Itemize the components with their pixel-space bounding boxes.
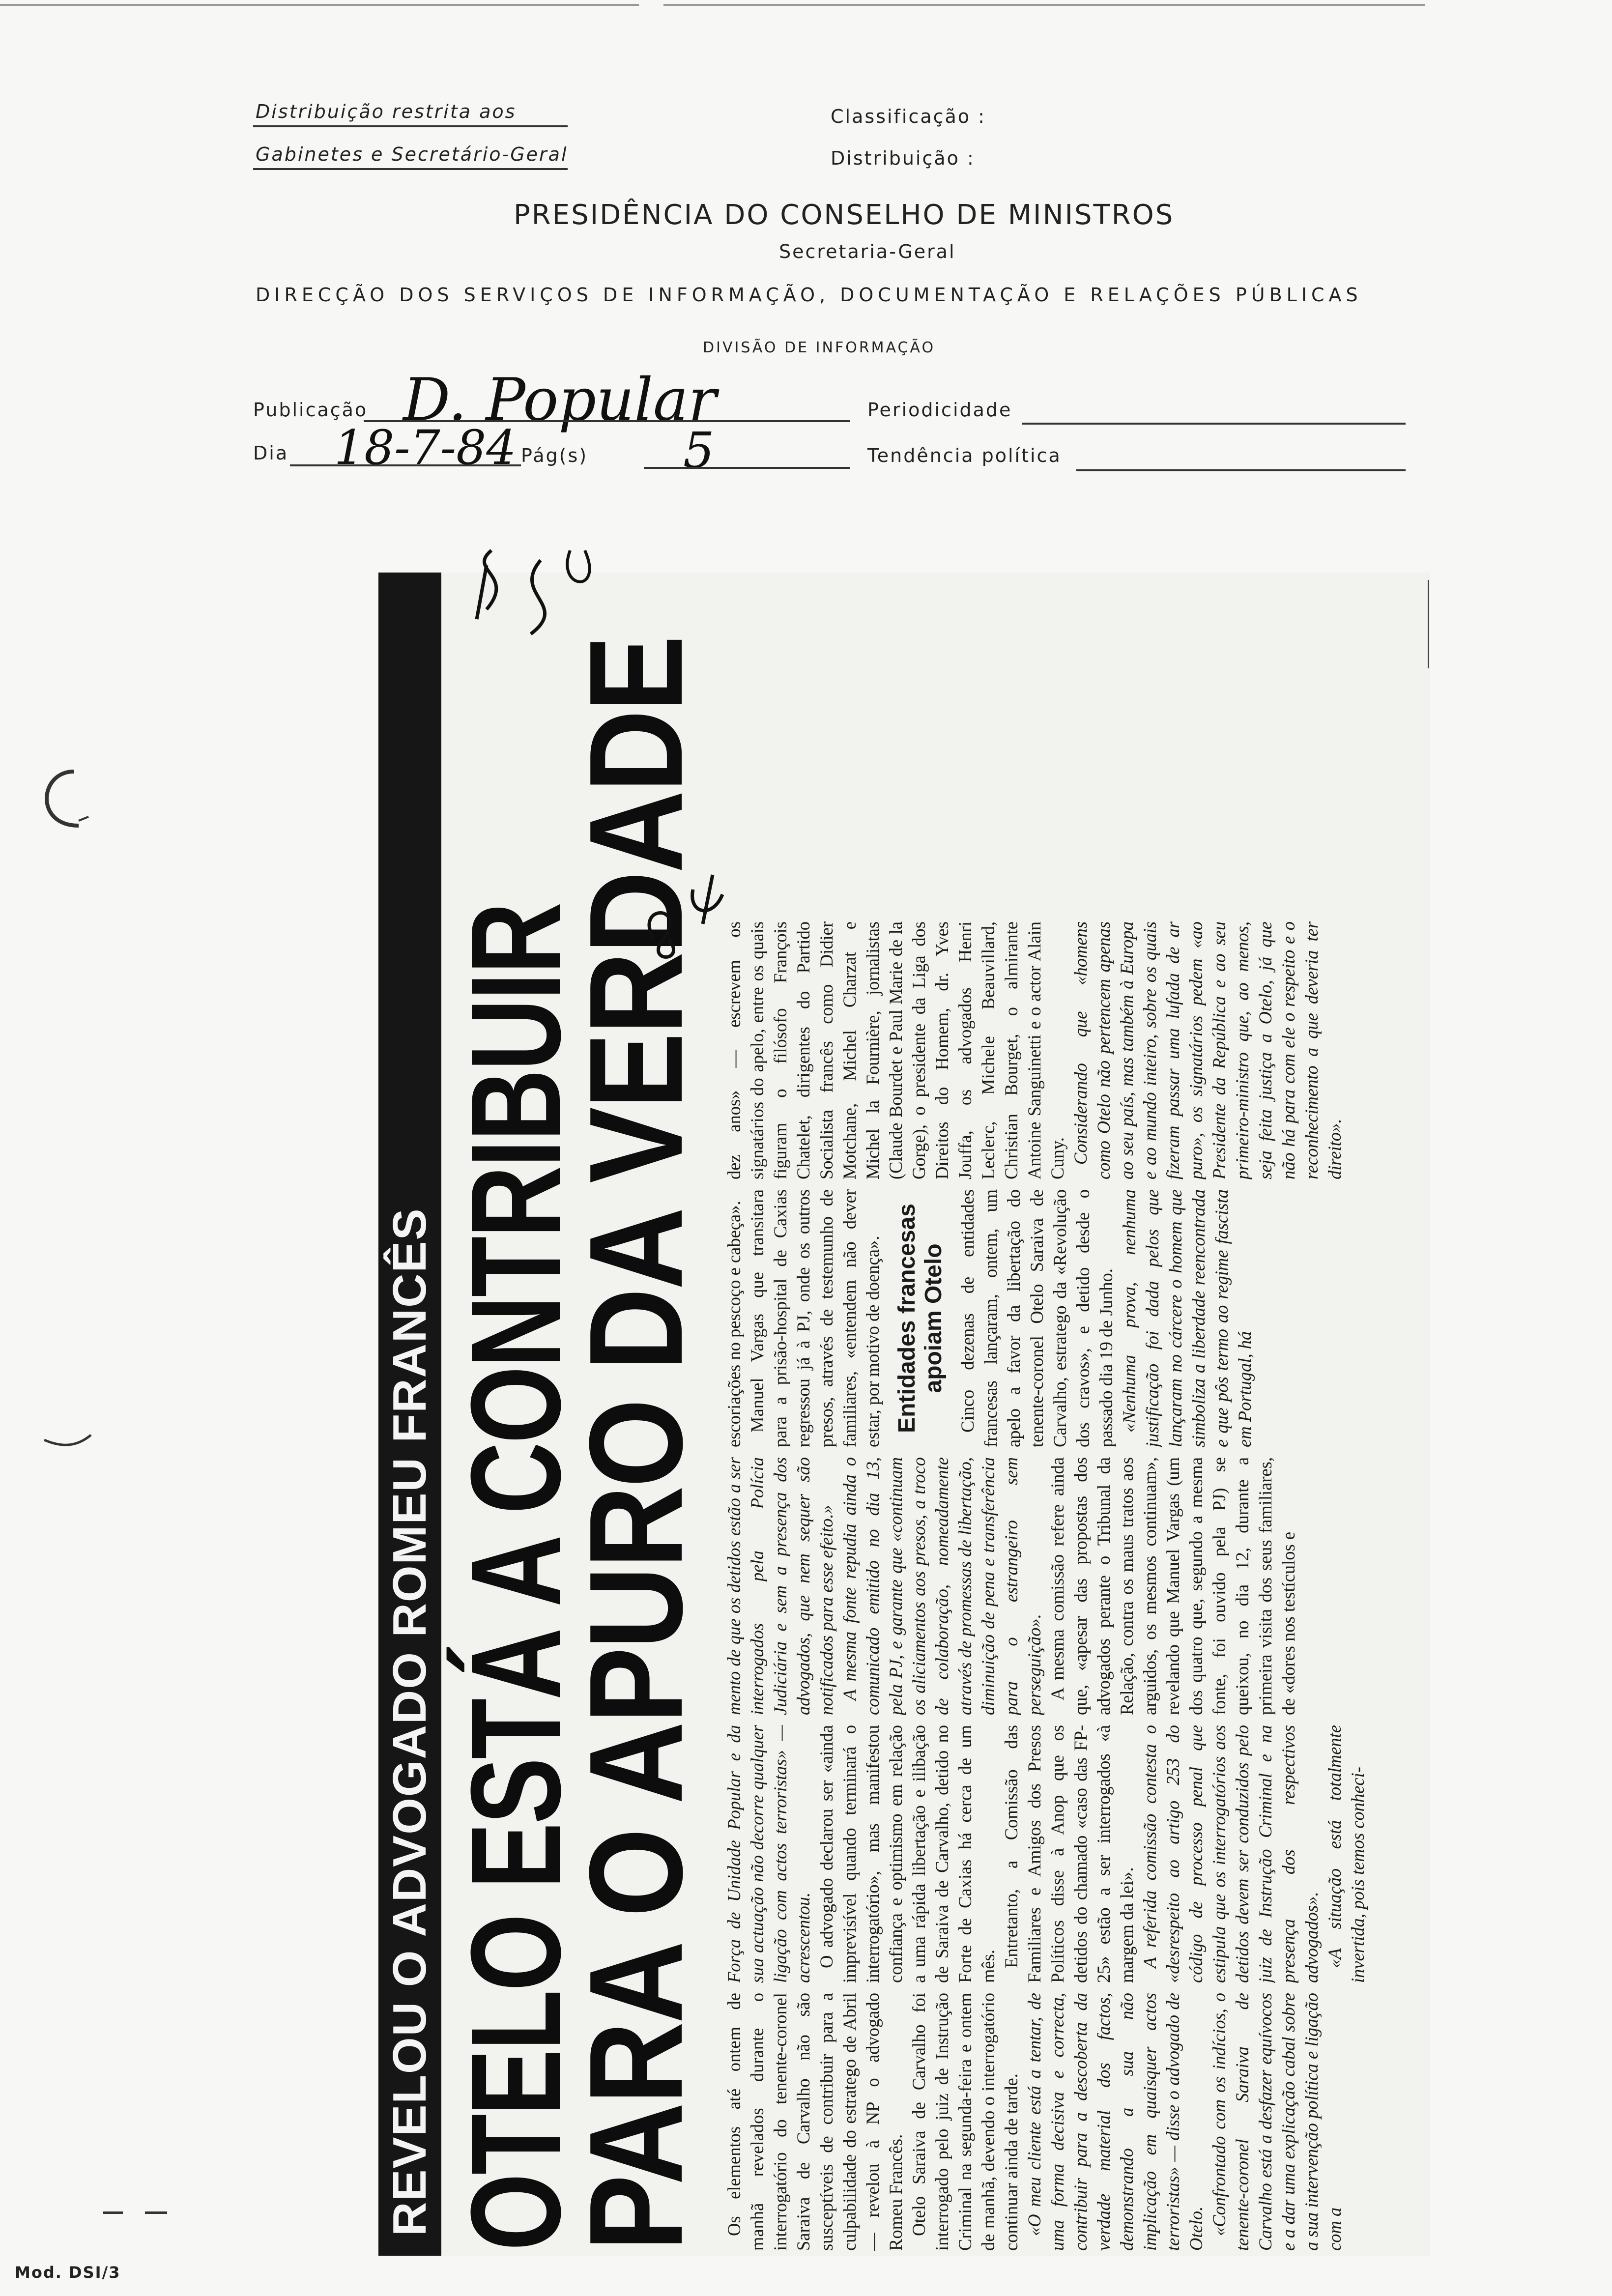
margin-dash — [145, 2211, 167, 2214]
paragraph: O advogado declarou ser «ainda imprevisível quando terminará o interrogatório», mas manifestou confiança e optimismo em relação a uma rápida libertação e ilibação de Saraiva de Carvalho, detido no Forte de Caxias há cerca de um mês. — [816, 1725, 998, 1983]
page-title: PRESIDÊNCIA DO CONSELHO DE MINISTROS — [514, 199, 1175, 231]
article-kicker: REVELOU O ADVOGADO ROMEU FRANCÊS — [378, 573, 441, 2256]
periodicity-label: Periodicidade — [867, 399, 1012, 421]
distribution-line-2: Gabinetes e Secretário-Geral — [256, 144, 568, 165]
headline-line-1: OTELO ESTÁ A CONTRIBUIR — [445, 903, 587, 2251]
publication-value: D. Popular — [403, 366, 717, 434]
tendency-underline — [1076, 469, 1406, 471]
paragraph: Os elementos até ontem de manhã revelados durante o interrogatório do tenente-coronel Saraiva de Carvalho não são susceptíveis de contribuir para a culpabilidade do estratego de Abril — revelou à NP o advogado Romeu Francês. — [724, 1993, 906, 2251]
paragraph: «A situação está totalmente invertida, pois temos conheci- — [1324, 1725, 1368, 1983]
paragraph: Considerando que «homens como Otelo não pertencem apenas ao seu país, mas também à Europa e ao mundo inteiro, sobre os quais fizeram passar uma lufada de ar puro», os signatários pedem «ao Presidente da República e ao seu primeiro-ministro que, ao menos, seja feita justiça a Otelo, já que não há para com ele o respeito e o reconhecimento a que deveria ter direito». — [1070, 921, 1345, 1179]
paragraph: Entretanto, a Comissão das Familiares e Amigos dos Presos Políticos disse à Anop que os detidos do chamado «caso das FP-25» estão a ser interrogados «à margem da lei». — [1001, 1725, 1137, 1983]
paragraph: Força de Unidade Popular e da sua actuação não decorre qualquer ligação com actos terroristas» — acrescentou. — [724, 1725, 813, 1983]
pages-value: 5 — [683, 422, 715, 479]
article-column-3 — [722, 1457, 1430, 1715]
publication-label: Publicação — [253, 399, 368, 421]
day-label: Dia — [253, 442, 289, 464]
division-line: DIVISÃO DE INFORMAÇÃO — [703, 339, 936, 356]
headline-line-2: PARA O APURO DA VERDADE — [562, 637, 710, 2251]
distribution-label: Distribuição : — [831, 147, 975, 169]
margin-mark-left-2 — [42, 1425, 96, 1455]
paragraph: «Nenhuma prova, nenhuma justificação foi dada pelos que lançaram no cárcere o homem que simboliza a liberdade reencontrada e que pôs termo ao regime fascista em Portugal, há — [1119, 1189, 1255, 1447]
paragraph: escoriações no pescoço e cabeça». — [724, 1201, 744, 1447]
day-underline — [290, 464, 521, 466]
paragraph: A mesma comissão refere ainda que, «apesar das propostas dos advogados perante o Tribunal da Relação, contra os maus tratos aos arguidos, os mesmos continuam», revelando que Manuel Vargas (um dos quatro que, segundo a mesma fonte, foi ouvido pela PJ) se queixou, no dia 12, durante a primeira visita dos seus familiares, de «dores nos testículos e — [1047, 1457, 1298, 1715]
distribution-line-1: Distribuição restrita aos — [256, 101, 517, 122]
directorate-line: DIRECÇÃO DOS SERVIÇOS DE INFORMAÇÃO, DOCUMENTAÇÃO E RELAÇÕES PÚBLICAS — [256, 284, 1362, 306]
article-column-1 — [722, 1993, 1430, 2251]
day-value: 18-7-84 — [334, 420, 517, 475]
top-edge-line — [0, 4, 639, 6]
article-column-2 — [722, 1725, 1430, 1983]
distribution-underline-1 — [253, 125, 568, 127]
distribution-underline-2 — [253, 168, 568, 170]
paragraph: Manuel Vargas que transitara para a prisão-hospital de Caxias regressou já à PJ, onde os outros presos, através de testemunho de familiares, «entendem não dever estar, por motivo de doença». — [747, 1189, 883, 1447]
pages-underline — [644, 467, 850, 469]
pages-label: Pág(s) — [521, 445, 588, 466]
paragraph: «O meu cliente está a tentar, de uma forma decisiva e correcta, contribuir para a descoberta da verdade material dos factos, demonstrando a sua não implicação em quaisquer actos terroristas» — disse o advogado de Otelo. — [1024, 1993, 1206, 2251]
margin-dash-2 — [103, 2211, 123, 2214]
margin-mark-left — [20, 762, 93, 840]
top-edge-line-right — [663, 4, 1425, 6]
paragraph: A referida comissão contesta o «desrespeito ao artigo 253 do código de processo penal que estipula que os interrogatórios aos detidos devem ser conduzidos pelo juiz de Instrução Criminal e na presença dos respectivos advogados». — [1140, 1725, 1322, 1983]
paragraph: A mesma fonte repudia ainda o comunicado emitido no dia 13, pela PJ, e garante que «continuam os aliciamentos aos presos, a troco de colaboração, nomeadamente através de promessas de libertação, diminuição de pena e transferência para o estrangeiro sem perseguição». — [839, 1457, 1044, 1715]
form-code: Mod. DSI/3 — [15, 2263, 121, 2282]
paragraph: «Confrontado com os indícios, o tenente-coronel Saraiva de Carvalho está a desfazer equívocos e a dar uma explicação cabal sobre a sua intervenção política e ligação com a — [1209, 1993, 1345, 2251]
paragraph: Cinco dezenas de entidades francesas lançaram, ontem, um apelo a favor da libertação do tenente-coronel Otelo Saraiva de Carvalho, estratego da «Revolução dos cravos», e detido desde o passado dia 19 de Junho. — [957, 1189, 1116, 1447]
article-column-4 — [722, 1189, 1430, 1447]
handwritten-annotation — [457, 531, 949, 973]
periodicity-underline — [1022, 423, 1406, 425]
paragraph: Otelo Saraiva de Carvalho foi interrogado pelo juiz de Instrução Criminal na segunda-feira e ontem de manhã, devendo o interrogatório continuar ainda de tarde. — [909, 1993, 1021, 2251]
paragraph: mento de que os detidos estão a ser interrogados pela Polícia Judiciária e sem a presença dos advogados, que nem sequer são notificados para esse efeito.» — [724, 1457, 836, 1715]
classification-label: Classificação : — [831, 106, 986, 127]
tendency-label: Tendência política — [867, 445, 1062, 466]
section-subhead: Entidades francesas apoiam Otelo — [894, 1204, 947, 1433]
page-subtitle: Secretaria-Geral — [779, 241, 956, 262]
clipping-edge-rule — [1428, 580, 1429, 668]
paragraph: dez anos» — escrevem os signatários do apelo, entre os quais figuram o filósofo François Chatelet, dirigentes do Partido Socialista francês como Didier Motchane, Michel Charzat e Michel la Fournière, jornalistas (Claude Bourdet e Paul Marie de la Gorge), o presidente da Liga dos Direitos do Homem, dr. Yves Jouffa, os advogados Henri Leclerc, Michele Beauvillard, Christian Bourget, o almirante Antoine Sanguinetti e o actor Alain Cuny. — [724, 921, 1067, 1179]
